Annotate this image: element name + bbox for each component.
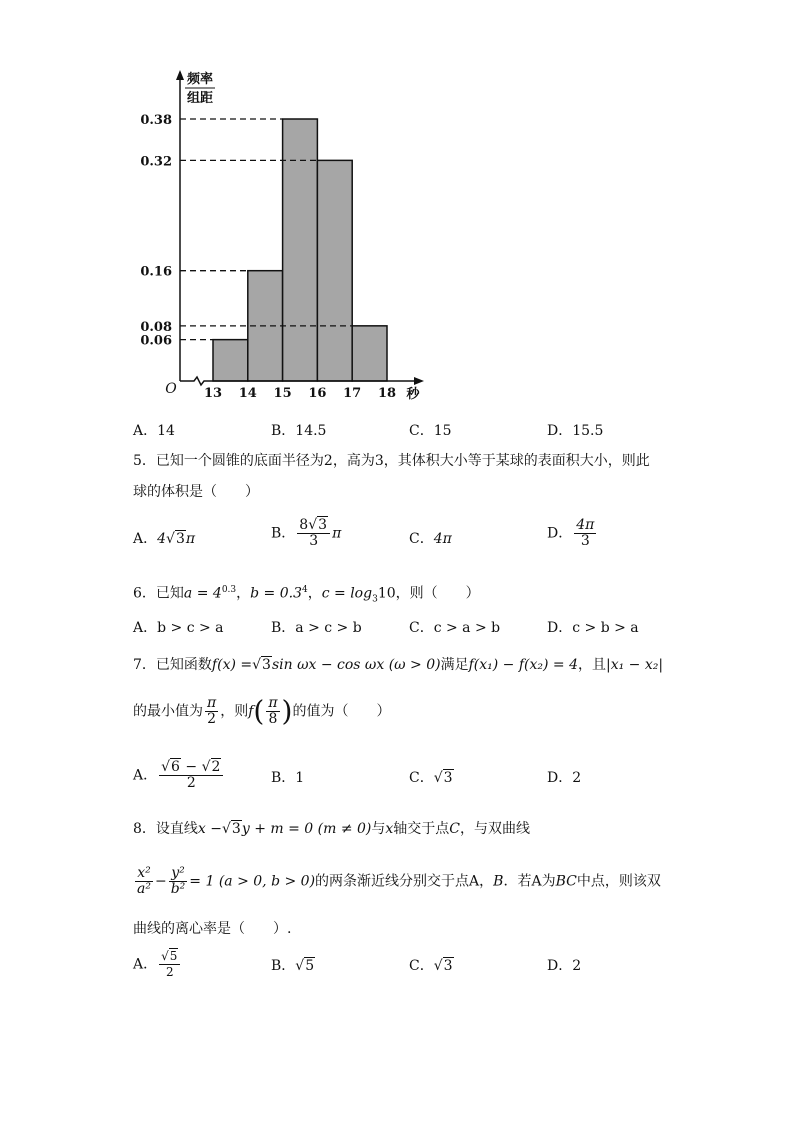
q5-option-a: A．4√3π — [133, 531, 196, 547]
x-axis-label: 秒 — [406, 387, 420, 402]
histogram-bar — [352, 326, 387, 381]
q7-stem-line1: 7．已知函数f(x) =√3sin ωx − cos ωx (ω > 0)满足f(x₁) − f(x₂) = 4，且|x₁ − x₂| — [133, 657, 664, 673]
q4-option-c: C．15 — [409, 423, 452, 439]
q8-stem-line2: $\frac{\text{x²}}{\text{a²}}$ − $\frac{\text{y²}}{\text{b²}}$ = 1 (a > 0, b > 0)的两条渐近线分别交于点A，B．若A为BC中点，则该双 — [137, 865, 661, 897]
q5-option-c: C．4π — [409, 531, 452, 547]
q6-option-a: A．b > c > a — [133, 620, 224, 636]
q8-stem-line1: 8．设直线x −√3y + m = 0 (m ≠ 0)与x轴交于点C，与双曲线 — [133, 821, 531, 837]
q8-option-d: D．2 — [547, 958, 582, 974]
q4-option-a: A．14 — [133, 423, 175, 439]
q5-option-b: B． $\frac{8√3}{3}$ π — [271, 517, 342, 549]
q4-option-b: B．14.5 — [271, 423, 327, 439]
y-tick-label: 0.16 — [140, 264, 172, 280]
q5-stem-line1: 5．已知一个圆锥的底面半径为2，高为3，其体积大小等于某球的表面积大小，则此 — [133, 453, 650, 469]
q7-option-b: B．1 — [271, 770, 305, 786]
y-tick-label: 0.32 — [140, 154, 172, 170]
x-tick-label: 17 — [343, 386, 362, 401]
frequency-histogram — [0, 0, 794, 410]
x-axis-arrow-icon — [414, 377, 424, 385]
q7-option-c: C．√3 — [409, 770, 453, 786]
q8-option-b: B．√5 — [271, 958, 315, 974]
x-tick-label: 13 — [203, 386, 223, 401]
x-tick-label: 16 — [308, 386, 327, 401]
origin-label: O — [165, 381, 177, 397]
q7-option-a: A． $\frac{√6 - √2}{2}$ — [133, 760, 225, 791]
x-tick-label: 14 — [238, 386, 257, 401]
histogram-bar — [213, 340, 248, 381]
q8-option-a: A． $\frac{√5}{2}$ — [133, 949, 182, 980]
q4-option-d: D．15.5 — [547, 423, 604, 439]
q8-option-c: C．√3 — [409, 958, 453, 974]
histogram-bars — [213, 119, 387, 381]
histogram-bar — [317, 160, 352, 381]
q6-stem: 6．已知$a = 4^{0.3}$，$b = 0.3^4$，$c = \log_310$，则（ ） — [133, 585, 480, 605]
q6-option-d: D．c > b > a — [547, 620, 639, 636]
q5-stem-line2: 球的体积是（ ） — [133, 484, 259, 500]
x-tick-label: 18 — [377, 386, 397, 401]
q7-option-d: D．2 — [547, 770, 582, 786]
x-tick-label: 15 — [273, 386, 292, 401]
y-tick-label: 0.38 — [140, 113, 172, 128]
y-axis-label-denominator: 组距 — [186, 91, 214, 106]
q6-option-c: C．c > a > b — [409, 620, 501, 636]
q8-stem-line3: 曲线的离心率是（ ）. — [133, 921, 292, 937]
histogram-bar — [283, 119, 318, 381]
q7-stem-line2: 的最小值为 $\frac{\pi}{2}$ ，则f( $\frac{\pi}{8}$ )的值为（ ） — [133, 694, 391, 728]
y-axis-label-numerator: 频率 — [186, 72, 214, 87]
q5-option-d: D． $\frac{4\pi}{3}$ — [547, 517, 595, 549]
y-axis-arrow-icon — [176, 70, 184, 80]
y-tick-label: 0.06 — [140, 333, 172, 349]
y-tick-label: 0.08 — [140, 319, 172, 335]
q6-option-b: B．a > c > b — [271, 620, 362, 636]
